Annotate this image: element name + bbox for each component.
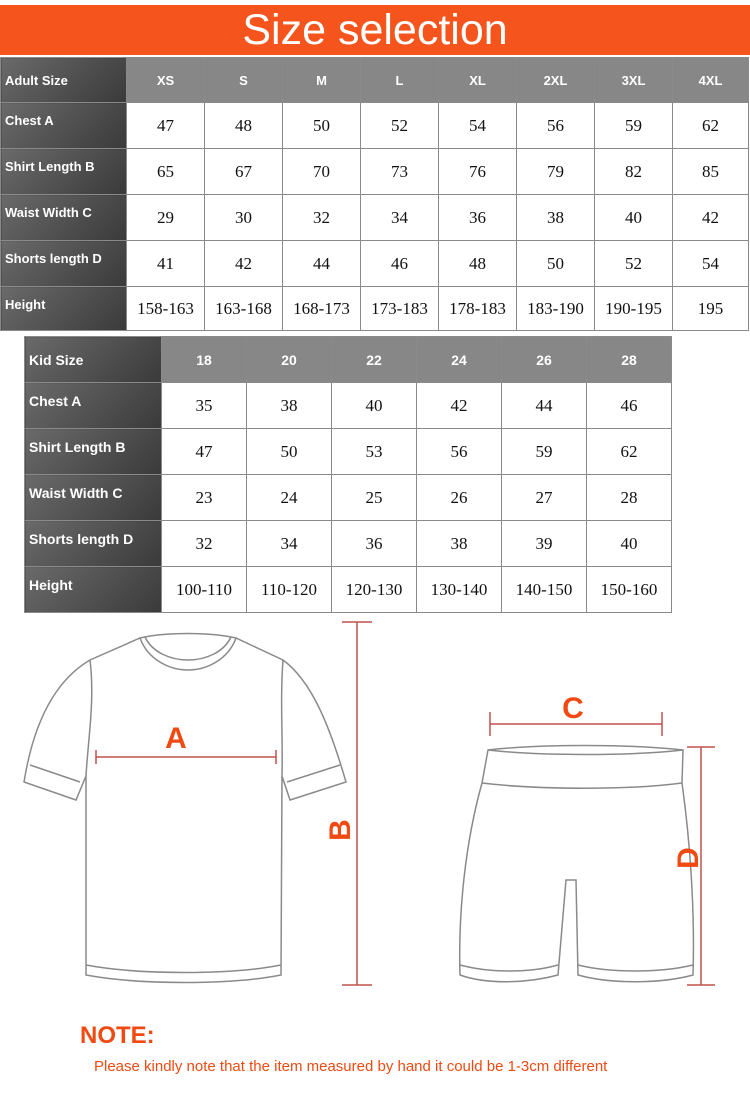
page-title: Size selection bbox=[0, 5, 750, 55]
note-text: Please kindly note that the item measured by hand it could be 1-3cm different bbox=[94, 1058, 608, 1075]
size-header-cell: S bbox=[205, 58, 283, 103]
kid-size-table bbox=[24, 336, 672, 613]
size-header-cell: XS bbox=[127, 58, 205, 103]
table-cell: 76 bbox=[439, 149, 517, 195]
table-cell: 168-173 bbox=[283, 287, 361, 331]
table-cell: 34 bbox=[361, 195, 439, 241]
table-cell: 32 bbox=[283, 195, 361, 241]
table-cell: 44 bbox=[283, 241, 361, 287]
table-cell: 32 bbox=[162, 521, 247, 567]
table-cell: 52 bbox=[595, 241, 673, 287]
measurement-diagram bbox=[0, 615, 750, 1015]
table-cell: 53 bbox=[332, 429, 417, 475]
row-label: Waist Width C bbox=[25, 475, 162, 521]
size-header-cell: M bbox=[283, 58, 361, 103]
table-cell: 73 bbox=[361, 149, 439, 195]
size-header-cell: 4XL bbox=[673, 58, 749, 103]
table-cell: 195 bbox=[673, 287, 749, 331]
table-cell: 120-130 bbox=[332, 567, 417, 613]
table-cell: 54 bbox=[439, 103, 517, 149]
table-cell: 38 bbox=[517, 195, 595, 241]
table-cell: 38 bbox=[417, 521, 502, 567]
table-cell: 40 bbox=[595, 195, 673, 241]
table-cell: 48 bbox=[205, 103, 283, 149]
table-cell: 130-140 bbox=[417, 567, 502, 613]
size-header-cell: 28 bbox=[587, 337, 672, 383]
table-cell: 39 bbox=[502, 521, 587, 567]
table-row bbox=[1, 195, 749, 241]
table-cell: 42 bbox=[673, 195, 749, 241]
table-cell: 50 bbox=[283, 103, 361, 149]
table-row bbox=[1, 287, 749, 331]
size-header-cell: XL bbox=[439, 58, 517, 103]
table-cell: 67 bbox=[205, 149, 283, 195]
table-cell: 65 bbox=[127, 149, 205, 195]
table-cell: 158-163 bbox=[127, 287, 205, 331]
row-label: Shorts length D bbox=[25, 521, 162, 567]
table-cell: 42 bbox=[205, 241, 283, 287]
table-cell: 54 bbox=[673, 241, 749, 287]
table-cell: 48 bbox=[439, 241, 517, 287]
table-row bbox=[25, 567, 672, 613]
table-cell: 36 bbox=[439, 195, 517, 241]
table-row bbox=[1, 241, 749, 287]
length-b-measure-line bbox=[342, 622, 372, 985]
label-c: C bbox=[562, 692, 584, 725]
table-cell: 47 bbox=[127, 103, 205, 149]
table-cell: 23 bbox=[162, 475, 247, 521]
size-header-cell: 20 bbox=[247, 337, 332, 383]
table-cell: 46 bbox=[587, 383, 672, 429]
table-cell: 70 bbox=[283, 149, 361, 195]
table-cell: 173-183 bbox=[361, 287, 439, 331]
table-cell: 26 bbox=[417, 475, 502, 521]
table-cell: 46 bbox=[361, 241, 439, 287]
size-header-cell: 3XL bbox=[595, 58, 673, 103]
table-cell: 30 bbox=[205, 195, 283, 241]
table-cell: 24 bbox=[247, 475, 332, 521]
row-label: Height bbox=[1, 287, 127, 331]
table-row bbox=[25, 429, 672, 475]
shorts-illustration bbox=[460, 746, 694, 982]
size-header-cell: 18 bbox=[162, 337, 247, 383]
row-label: Waist Width C bbox=[1, 195, 127, 241]
table-cell: 36 bbox=[332, 521, 417, 567]
table-cell: 178-183 bbox=[439, 287, 517, 331]
table-row bbox=[1, 103, 749, 149]
table-cell: 110-120 bbox=[247, 567, 332, 613]
row-label: Chest A bbox=[25, 383, 162, 429]
table-row bbox=[25, 521, 672, 567]
table-cell: 59 bbox=[502, 429, 587, 475]
note-title: NOTE: bbox=[80, 1022, 155, 1049]
table-cell: 140-150 bbox=[502, 567, 587, 613]
size-header-cell: 2XL bbox=[517, 58, 595, 103]
adult-size-header: Adult Size bbox=[1, 58, 127, 103]
table-cell: 41 bbox=[127, 241, 205, 287]
table-cell: 100-110 bbox=[162, 567, 247, 613]
table-cell: 79 bbox=[517, 149, 595, 195]
size-header-cell: L bbox=[361, 58, 439, 103]
table-cell: 85 bbox=[673, 149, 749, 195]
table-cell: 59 bbox=[595, 103, 673, 149]
table-row bbox=[25, 475, 672, 521]
table-cell: 27 bbox=[502, 475, 587, 521]
table-cell: 50 bbox=[247, 429, 332, 475]
table-cell: 28 bbox=[587, 475, 672, 521]
table-cell: 163-168 bbox=[205, 287, 283, 331]
table-cell: 29 bbox=[127, 195, 205, 241]
table-cell: 34 bbox=[247, 521, 332, 567]
table-cell: 40 bbox=[332, 383, 417, 429]
label-d: D bbox=[672, 847, 705, 869]
table-cell: 38 bbox=[247, 383, 332, 429]
label-a: A bbox=[165, 722, 187, 755]
kid-header-row bbox=[25, 337, 672, 383]
table-row bbox=[1, 149, 749, 195]
tshirt-illustration bbox=[24, 634, 346, 983]
table-cell: 62 bbox=[587, 429, 672, 475]
table-cell: 44 bbox=[502, 383, 587, 429]
size-header-cell: 26 bbox=[502, 337, 587, 383]
table-cell: 35 bbox=[162, 383, 247, 429]
row-label: Shirt Length B bbox=[1, 149, 127, 195]
size-header-cell: 22 bbox=[332, 337, 417, 383]
table-cell: 150-160 bbox=[587, 567, 672, 613]
table-cell: 25 bbox=[332, 475, 417, 521]
table-cell: 190-195 bbox=[595, 287, 673, 331]
label-b: B bbox=[324, 819, 357, 841]
table-cell: 50 bbox=[517, 241, 595, 287]
row-label: Shorts length D bbox=[1, 241, 127, 287]
table-cell: 56 bbox=[417, 429, 502, 475]
table-cell: 56 bbox=[517, 103, 595, 149]
table-cell: 183-190 bbox=[517, 287, 595, 331]
size-header-cell: 24 bbox=[417, 337, 502, 383]
table-cell: 62 bbox=[673, 103, 749, 149]
adult-size-table bbox=[0, 57, 749, 331]
table-cell: 82 bbox=[595, 149, 673, 195]
table-cell: 40 bbox=[587, 521, 672, 567]
table-cell: 52 bbox=[361, 103, 439, 149]
row-label: Chest A bbox=[1, 103, 127, 149]
table-row bbox=[25, 383, 672, 429]
row-label: Shirt Length B bbox=[25, 429, 162, 475]
table-cell: 42 bbox=[417, 383, 502, 429]
table-cell: 47 bbox=[162, 429, 247, 475]
kid-size-header: Kid Size bbox=[25, 337, 162, 383]
adult-header-row bbox=[1, 58, 749, 103]
row-label: Height bbox=[25, 567, 162, 613]
